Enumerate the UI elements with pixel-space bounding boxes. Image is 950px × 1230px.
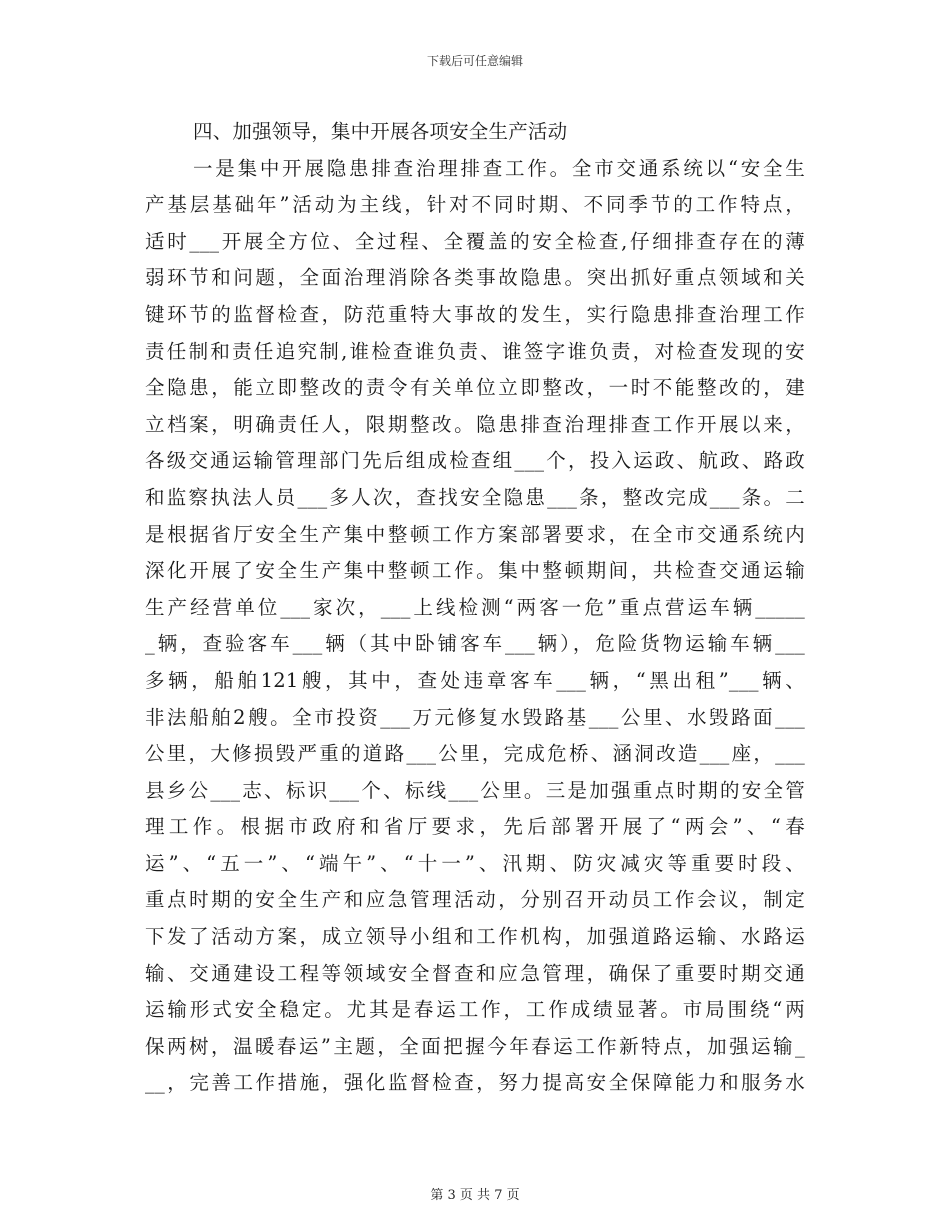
- paragraph-line: 深化开展了安全生产集中整顿工作。集中整顿期间，共检查交通运输: [145, 559, 805, 583]
- paragraph-line: 公里，大修损毁严重的道路___公里，完成危桥、涵洞改造___座，___: [145, 742, 805, 766]
- paragraph-line: 重点时期的安全生产和应急管理活动，分别召开动员工作会议，制定: [145, 888, 805, 912]
- paragraph-line: 是根据省厅安全生产集中整顿工作方案部署要求，在全市交通系统内: [145, 522, 805, 546]
- paragraph-line: 理工作。根据市政府和省厅要求，先后部署开展了“两会”、“春: [145, 815, 805, 839]
- paragraph-line: 多辆，船舶121艘，其中，查处违章客车___辆，“黑出租”___辆、: [145, 668, 805, 692]
- paragraph-line: 生产经营单位___家次，___上线检测“两客一危”重点营运车辆_____: [145, 595, 805, 619]
- paragraph-line: 适时___开展全方位、全过程、全覆盖的安全检查,仔细排查存在的薄: [145, 229, 805, 253]
- page-number: 第 3 页 共 7 页: [430, 1188, 520, 1203]
- page-header: 下载后可任意编辑: [426, 54, 523, 68]
- paragraph-line: _辆，查验客车___辆（其中卧铺客车___辆），危险货物运输车辆___: [145, 632, 805, 656]
- paragraph-line: 和监察执法人员___多人次，查找安全隐患___条，整改完成___条。二: [145, 485, 805, 509]
- section-heading: 四、加强领导，集中开展各项安全生产活动: [193, 120, 568, 143]
- paragraph-line: 键环节的监督检查，防范重特大事故的发生，实行隐患排查治理工作: [145, 302, 805, 326]
- paragraph-line: 全隐患，能立即整改的责令有关单位立即整改，一时不能整改的，建: [145, 376, 805, 400]
- paragraph-line: 产基层基础年”活动为主线，针对不同时期、不同季节的工作特点，: [145, 193, 805, 217]
- paragraph-line: 运输形式安全稳定。尤其是春运工作，工作成绩显著。市局围绕“两: [145, 998, 805, 1022]
- paragraph-line: __，完善工作措施，强化监督检查，努力提高安全保障能力和服务水: [145, 1071, 805, 1095]
- paragraph-line: 各级交通运输管理部门先后组成检查组___个，投入运政、航政、路政: [145, 449, 805, 473]
- paragraph-line: 运”、“五一”、“端午”、“十一”、汛期、防灾减灾等重要时段、: [145, 851, 805, 875]
- paragraph-line: 非法船舶2艘。全市投资___万元修复水毁路基___公里、水毁路面___: [145, 705, 805, 729]
- paragraph-line: 下发了活动方案，成立领导小组和工作机构，加强道路运输、水路运: [145, 925, 805, 949]
- paragraph-line: 保两树，温暖春运”主题，全面把握今年春运工作新特点，加强运输_: [145, 1034, 805, 1058]
- paragraph-line: 弱环节和问题，全面治理消除各类事故隐患。突出抓好重点领域和关: [145, 266, 805, 290]
- paragraph-line: 输、交通建设工程等领域安全督查和应急管理，确保了重要时期交通: [145, 961, 805, 985]
- paragraph-line: 县乡公___志、标识___个、标线___公里。三是加强重点时期的安全管: [145, 778, 805, 802]
- paragraph-line: 责任制和责任追究制,谁检查谁负责、谁签字谁负责，对检查发现的安: [145, 339, 805, 363]
- document-body: [145, 114, 805, 1102]
- paragraph-line: 立档案，明确责任人，限期整改。隐患排查治理排查工作开展以来，: [145, 412, 805, 436]
- paragraph-line: 一是集中开展隐患排查治理排查工作。全市交通系统以“安全生: [193, 156, 805, 180]
